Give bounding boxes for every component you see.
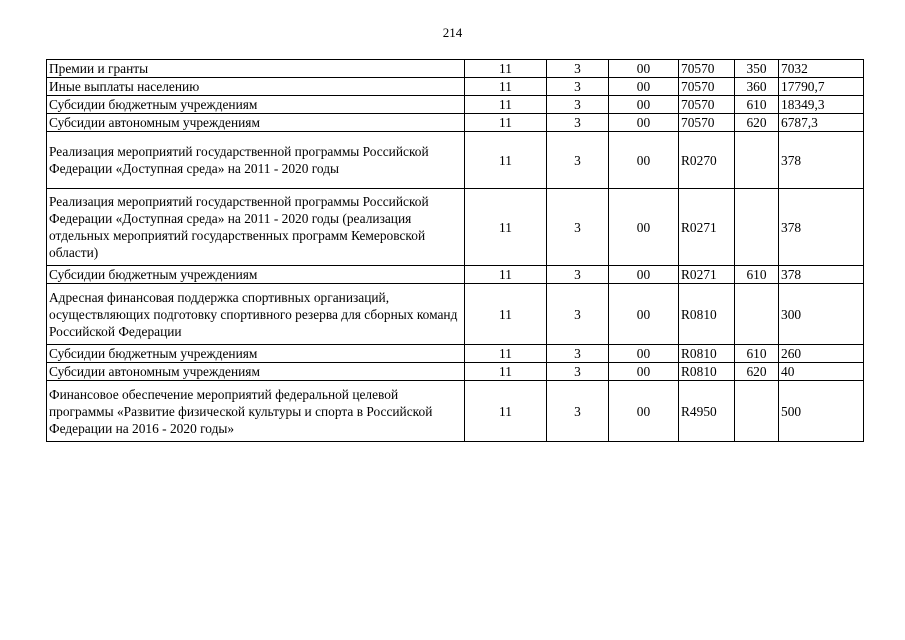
row-subsection: 3 xyxy=(547,60,609,78)
row-subsection: 3 xyxy=(547,78,609,96)
row-target-article: R0270 xyxy=(679,132,735,189)
row-expense-type: 360 xyxy=(735,78,779,96)
row-amount: 260 xyxy=(779,345,864,363)
row-amount: 6787,3 xyxy=(779,114,864,132)
table-row xyxy=(47,363,864,381)
row-target-article: R0810 xyxy=(679,363,735,381)
row-code-a: 00 xyxy=(609,189,679,266)
row-name: Иные выплаты населению xyxy=(47,78,465,96)
row-code-a: 00 xyxy=(609,381,679,442)
row-subsection: 3 xyxy=(547,345,609,363)
row-code-a: 00 xyxy=(609,60,679,78)
row-amount: 40 xyxy=(779,363,864,381)
row-section: 11 xyxy=(465,189,547,266)
table-row xyxy=(47,189,864,266)
row-target-article: R0810 xyxy=(679,345,735,363)
row-amount: 17790,7 xyxy=(779,78,864,96)
row-subsection: 3 xyxy=(547,189,609,266)
row-name: Субсидии бюджетным учреждениям xyxy=(47,345,465,363)
row-name: Субсидии бюджетным учреждениям xyxy=(47,266,465,284)
row-code-a: 00 xyxy=(609,345,679,363)
table-row xyxy=(47,284,864,345)
table-row xyxy=(47,266,864,284)
table-row xyxy=(47,381,864,442)
row-name: Субсидии автономным учреждениям xyxy=(47,363,465,381)
row-amount: 378 xyxy=(779,266,864,284)
row-name: Субсидии бюджетным учреждениям xyxy=(47,96,465,114)
row-subsection: 3 xyxy=(547,381,609,442)
row-section: 11 xyxy=(465,363,547,381)
row-section: 11 xyxy=(465,381,547,442)
row-code-a: 00 xyxy=(609,363,679,381)
row-code-a: 00 xyxy=(609,284,679,345)
row-section: 11 xyxy=(465,60,547,78)
row-name: Премии и гранты xyxy=(47,60,465,78)
row-section: 11 xyxy=(465,96,547,114)
row-subsection: 3 xyxy=(547,96,609,114)
row-code-a: 00 xyxy=(609,132,679,189)
row-expense-type: 620 xyxy=(735,114,779,132)
table-row xyxy=(47,96,864,114)
row-expense-type xyxy=(735,132,779,189)
row-subsection: 3 xyxy=(547,114,609,132)
row-name: Адресная финансовая поддержка спортивных организаций, осуществляющих подготовку спортивного резерва для сборных команд Российской Федерации xyxy=(47,284,465,345)
row-section: 11 xyxy=(465,266,547,284)
row-name: Финансовое обеспечение мероприятий федеральной целевой программы «Развитие физической культуры и спорта в Российской Федерации на 2016 - 2020 годы» xyxy=(47,381,465,442)
row-subsection: 3 xyxy=(547,284,609,345)
row-expense-type: 350 xyxy=(735,60,779,78)
row-target-article: 70570 xyxy=(679,96,735,114)
row-subsection: 3 xyxy=(547,132,609,189)
table-row xyxy=(47,132,864,189)
budget-table xyxy=(46,59,864,442)
row-name: Реализация мероприятий государственной программы Российской Федерации «Доступная среда» на 2011 - 2020 годы xyxy=(47,132,465,189)
row-target-article: 70570 xyxy=(679,114,735,132)
row-section: 11 xyxy=(465,114,547,132)
row-section: 11 xyxy=(465,345,547,363)
row-amount: 18349,3 xyxy=(779,96,864,114)
table-row xyxy=(47,345,864,363)
row-amount: 378 xyxy=(779,132,864,189)
table-row xyxy=(47,114,864,132)
row-expense-type: 610 xyxy=(735,345,779,363)
row-target-article: 70570 xyxy=(679,60,735,78)
row-code-a: 00 xyxy=(609,78,679,96)
row-code-a: 00 xyxy=(609,266,679,284)
row-amount: 500 xyxy=(779,381,864,442)
row-name: Субсидии автономным учреждениям xyxy=(47,114,465,132)
row-amount: 7032 xyxy=(779,60,864,78)
row-amount: 300 xyxy=(779,284,864,345)
row-amount: 378 xyxy=(779,189,864,266)
table-row xyxy=(47,78,864,96)
row-target-article: R4950 xyxy=(679,381,735,442)
row-section: 11 xyxy=(465,78,547,96)
row-expense-type: 610 xyxy=(735,96,779,114)
row-section: 11 xyxy=(465,132,547,189)
row-target-article: R0810 xyxy=(679,284,735,345)
row-code-a: 00 xyxy=(609,114,679,132)
row-target-article: R0271 xyxy=(679,189,735,266)
row-subsection: 3 xyxy=(547,266,609,284)
row-subsection: 3 xyxy=(547,363,609,381)
row-code-a: 00 xyxy=(609,96,679,114)
row-target-article: 70570 xyxy=(679,78,735,96)
row-target-article: R0271 xyxy=(679,266,735,284)
table-row xyxy=(47,60,864,78)
row-expense-type: 620 xyxy=(735,363,779,381)
row-expense-type xyxy=(735,189,779,266)
row-expense-type xyxy=(735,381,779,442)
row-section: 11 xyxy=(465,284,547,345)
row-expense-type: 610 xyxy=(735,266,779,284)
row-expense-type xyxy=(735,284,779,345)
page-number: 214 xyxy=(442,25,463,40)
row-name: Реализация мероприятий государственной программы Российской Федерации «Доступная среда» на 2011 - 2020 годы (реализация отдельных мероприятий государственных программ Кемеровской области) xyxy=(47,189,465,266)
